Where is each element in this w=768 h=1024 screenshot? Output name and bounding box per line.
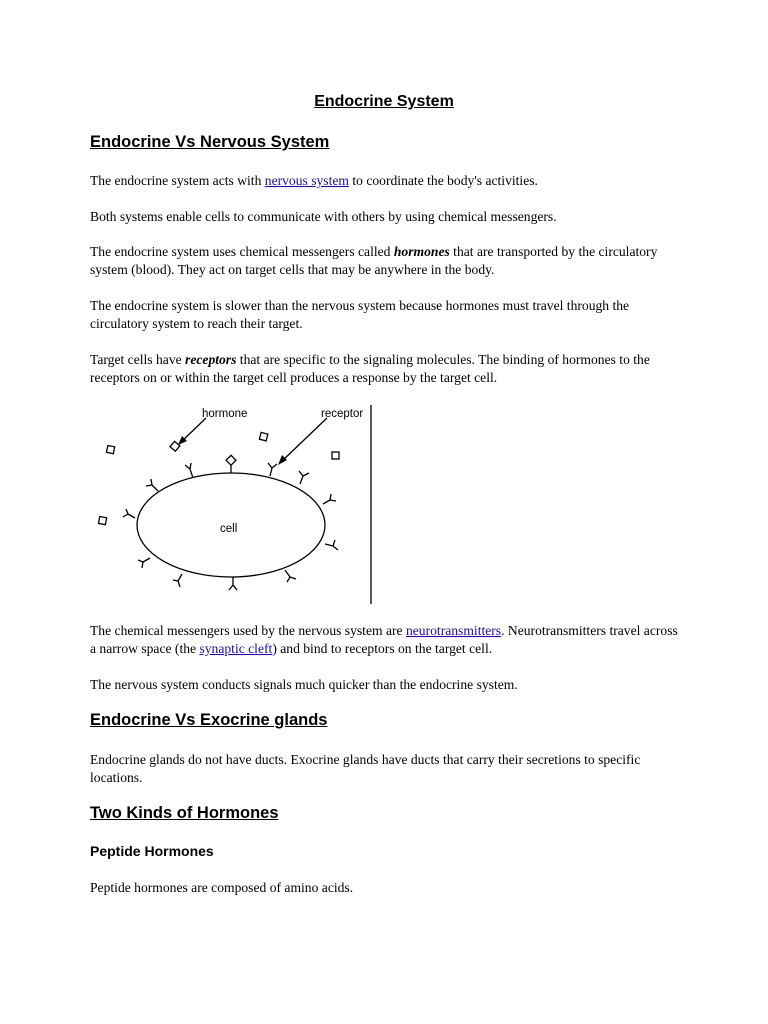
arrow-head xyxy=(278,455,287,465)
subheading-peptide-hormones: Peptide Hormones xyxy=(90,843,214,859)
paragraph-2: Both systems enable cells to communicate with others by using chemical messengers. xyxy=(90,209,557,224)
paragraph-1 xyxy=(90,172,680,190)
hormone-square xyxy=(259,432,268,441)
receptor xyxy=(173,574,182,587)
receptor xyxy=(299,471,309,484)
receptor xyxy=(123,509,135,518)
hormone-square xyxy=(332,452,339,459)
label-hormone: hormone xyxy=(202,408,248,420)
receptor xyxy=(138,558,150,568)
heading-endocrine-vs-exocrine: Endocrine Vs Exocrine glands xyxy=(90,711,328,729)
document-title: Endocrine System xyxy=(314,93,454,110)
text-span: The chemical messengers used by the nervous system are xyxy=(90,623,406,638)
hormone-square xyxy=(170,441,180,451)
receptor xyxy=(185,463,193,478)
paragraph-3 xyxy=(90,243,680,279)
link-neurotransmitters[interactable]: neurotransmitters xyxy=(405,623,502,638)
hormone-square xyxy=(99,517,107,525)
label-cell: cell xyxy=(220,523,238,535)
receptor xyxy=(229,577,237,590)
text-span: ) and bind to receptors on the target cell. xyxy=(272,641,493,656)
text-span: . Neurotransmitters travel across a narrow space (the xyxy=(90,623,678,656)
paragraph-exocrine: Endocrine glands do not have ducts. Exocrine glands have ducts that carry their secretions to specific locations. xyxy=(90,752,641,785)
arrow-receptor xyxy=(281,418,327,462)
receptor xyxy=(146,479,158,491)
cell-receptor-diagram xyxy=(90,400,380,610)
link-synaptic-cleft[interactable]: synaptic cleft xyxy=(199,641,273,656)
heading-endocrine-vs-nervous: Endocrine Vs Nervous System xyxy=(90,133,330,151)
paragraph-4: The endocrine system is slower than the nervous system because hormones must travel through the circulatory system to reach their target. xyxy=(90,298,630,331)
paragraph-7: The nervous system conducts signals much quicker than the endocrine system. xyxy=(90,677,518,692)
paragraph-peptide: Peptide hormones are composed of amino acids. xyxy=(90,880,354,895)
text-span: that are specific to the signaling molecules. The binding of hormones to the receptors on or within the target cell produces a response by the target cell. xyxy=(90,352,650,385)
heading-two-kinds-of-hormones: Two Kinds of Hormones xyxy=(90,804,279,822)
text-span: Target cells have xyxy=(90,352,186,367)
text-span: that are transported by the circulatory system (blood). They act on target cells that may be anywhere in the body. xyxy=(90,244,658,277)
paragraph-5 xyxy=(90,351,680,387)
paragraph-6 xyxy=(90,622,680,658)
receptor xyxy=(325,540,338,550)
hormone-square xyxy=(106,445,114,453)
term-hormones: hormones xyxy=(393,244,450,259)
receptor xyxy=(323,494,336,504)
label-receptor: receptor xyxy=(321,408,364,420)
term-receptors: receptors xyxy=(185,352,237,367)
text-span: The endocrine system uses chemical messengers called xyxy=(90,244,394,259)
receptor xyxy=(285,570,296,582)
link-nervous-system[interactable]: nervous system xyxy=(264,173,349,188)
text-span: The endocrine system acts with xyxy=(90,173,265,188)
text-span: to coordinate the body's activities. xyxy=(348,173,538,188)
receptor xyxy=(268,463,277,476)
bound-hormone xyxy=(226,455,236,465)
